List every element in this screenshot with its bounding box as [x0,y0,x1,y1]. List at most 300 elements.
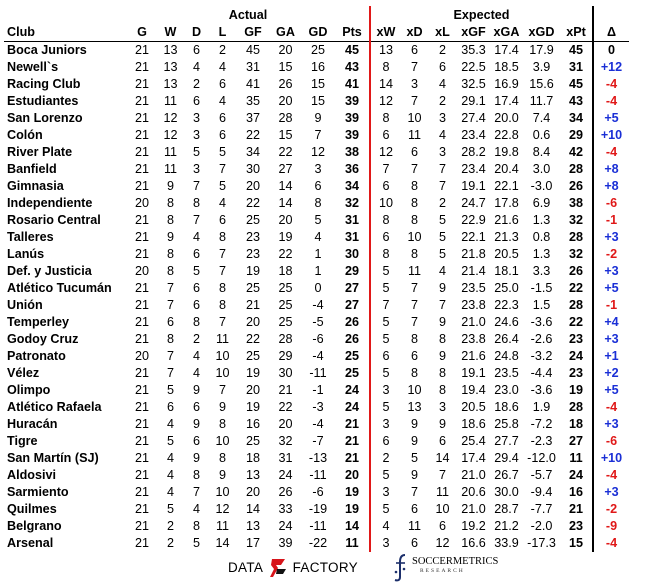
table-row [4,93,629,110]
cell-xpt: 24 [560,348,593,365]
soccermetrics-mark-icon [392,553,410,583]
cell-d: 4 [192,60,200,74]
cell-d: 7 [192,213,200,227]
cell-club: Godoy Cruz [7,332,79,346]
cell-xgf: 19.1 [461,366,486,380]
cell-g: 21 [134,94,149,108]
cell-w: 4 [166,451,174,465]
cell-g: 21 [134,162,149,176]
cell-club: Olimpo [7,383,51,397]
cell-xpt: 28 [560,161,593,178]
cell-w: 8 [166,264,174,278]
cell-gd: 15 [310,77,325,91]
cell-xga: 20.4 [494,162,519,176]
cell-g: 21 [134,128,149,142]
cell-xl: 12 [435,536,450,550]
cell-xgd: 3.9 [532,60,551,74]
cell-xw: 3 [382,383,390,397]
cell-xgd: 17.9 [529,43,554,57]
cell-l: 7 [218,383,226,397]
cell-xpt: 22 [560,314,593,331]
standings-table [4,6,629,552]
cell-xga: 22.8 [494,128,519,142]
cell-xl: 3 [438,145,446,159]
cell-xd: 6 [410,502,418,516]
cell-xpt: 15 [560,535,593,552]
cell-ga: 25 [278,298,293,312]
cell-xd: 11 [407,519,422,533]
cell-xl: 6 [438,60,446,74]
cell-gf: 25 [245,349,260,363]
cell-delta: -2 [605,502,618,516]
cell-xd: 7 [410,298,418,312]
cell-g: 21 [134,400,149,414]
cell-ga: 29 [278,349,293,363]
cell-ga: 20 [278,43,293,57]
cell-delta: -1 [605,298,618,312]
cell-l: 10 [215,485,230,499]
cell-xgf: 19.4 [461,383,486,397]
cell-w: 5 [166,502,174,516]
cell-d: 4 [192,366,200,380]
cell-xgf: 21.8 [461,247,486,261]
cell-d: 9 [192,451,200,465]
col-xl: xL [428,24,457,42]
cell-xl: 2 [438,94,446,108]
cell-xga: 17.4 [494,43,519,57]
cell-xw: 3 [382,485,390,499]
cell-xgd: 15.6 [529,77,554,91]
table-row [4,178,629,195]
cell-gf: 25 [245,213,260,227]
cell-ga: 14 [278,196,293,210]
cell-xl: 6 [438,519,446,533]
table-row [4,212,629,229]
cell-delta: -9 [605,519,618,533]
cell-xd: 6 [410,536,418,550]
cell-xd: 9 [410,417,418,431]
cell-g: 21 [134,383,149,397]
cell-xpt: 43 [560,93,593,110]
cell-w: 12 [163,111,178,125]
cell-xga: 24.6 [494,315,519,329]
cell-g: 21 [134,485,149,499]
cell-d: 3 [192,111,200,125]
cell-g: 21 [134,60,149,74]
cell-pts: 30 [335,246,370,263]
cell-g: 21 [134,536,149,550]
cell-g: 21 [134,366,149,380]
cell-ga: 20 [278,213,293,227]
cell-ga: 39 [278,536,293,550]
group-header-row [4,6,629,24]
cell-l: 2 [218,43,226,57]
cell-xd: 6 [410,145,418,159]
cell-gf: 25 [245,434,260,448]
cell-g: 21 [134,451,149,465]
cell-xga: 26.4 [494,332,519,346]
cell-xpt: 11 [560,450,593,467]
cell-xgd: 1.3 [532,213,551,227]
cell-club: San Martín (SJ) [7,451,99,465]
cell-xga: 21.6 [494,213,519,227]
cell-xgf: 21.0 [461,502,486,516]
cell-xd: 13 [407,400,422,414]
cell-xgd: 1.3 [532,247,551,261]
cell-gd: 0 [314,281,322,295]
cell-xw: 14 [378,77,393,91]
table-row [4,161,629,178]
datafactory-logo-right: FACTORY [292,560,358,575]
cell-xpt: 29 [560,127,593,144]
cell-pts: 25 [335,348,370,365]
cell-xl: 9 [438,281,446,295]
col-ga: GA [270,24,301,42]
cell-l: 14 [215,536,230,550]
cell-gd: -13 [308,451,328,465]
cell-l: 8 [218,298,226,312]
cell-gd: -6 [312,332,324,346]
col-xgd: xGD [523,24,560,42]
cell-gd: -19 [308,502,328,516]
cell-club: Quilmes [7,502,57,516]
cell-xw: 6 [382,179,390,193]
cell-gf: 19 [245,366,260,380]
cell-g: 21 [134,281,149,295]
cell-gf: 18 [245,451,260,465]
cell-xl: 4 [438,264,446,278]
cell-gf: 19 [245,264,260,278]
col-xw: xW [370,24,401,42]
cell-pts: 19 [335,501,370,518]
col-pts: Pts [335,24,370,42]
cell-d: 5 [192,264,200,278]
cell-xd: 8 [410,332,418,346]
cell-gd: 6 [314,179,322,193]
footer-logos [0,553,664,587]
col-gd: GD [301,24,335,42]
cell-xgf: 23.4 [461,128,486,142]
cell-gd: 12 [310,145,325,159]
cell-club: Atlético Tucumán [7,281,112,295]
cell-pts: 31 [335,212,370,229]
cell-g: 21 [134,230,149,244]
cell-w: 11 [163,145,178,159]
cell-xga: 18.6 [494,400,519,414]
cell-d: 6 [192,400,200,414]
cell-d: 3 [192,162,200,176]
cell-club: Gimnasia [7,179,64,193]
cell-club: Boca Juniors [7,43,87,57]
table-row [4,280,629,297]
cell-xgd: -3.2 [530,349,553,363]
table-row [4,416,629,433]
cell-xgd: -3.0 [530,179,553,193]
cell-xgd: 1.5 [532,298,551,312]
cell-gd: -6 [312,485,324,499]
cell-g: 21 [134,213,149,227]
cell-ga: 22 [278,247,293,261]
cell-xgf: 29.1 [461,94,486,108]
cell-xga: 21.2 [494,519,519,533]
soccermetrics-name: SOCCERMETRICS [412,556,499,567]
cell-xgd: 6.9 [532,196,551,210]
cell-gf: 30 [245,162,260,176]
cell-xl: 7 [438,179,446,193]
cell-delta: -4 [605,77,618,91]
cell-xd: 11 [407,128,422,142]
cell-xw: 6 [382,434,390,448]
cell-g: 21 [134,179,149,193]
cell-pts: 39 [335,110,370,127]
cell-xw: 5 [382,366,390,380]
cell-xgf: 22.1 [461,230,486,244]
cell-w: 13 [163,60,178,74]
cell-xga: 17.8 [494,196,519,210]
table-row [4,195,629,212]
cell-delta: -4 [605,536,618,550]
cell-xga: 18.5 [494,60,519,74]
cell-gf: 20 [245,315,260,329]
cell-pts: 41 [335,76,370,93]
cell-xpt: 23 [560,518,593,535]
cell-xgf: 32.5 [461,77,486,91]
cell-l: 12 [215,502,230,516]
cell-gf: 31 [245,60,260,74]
cell-xga: 29.4 [494,451,519,465]
cell-xgf: 22.5 [461,60,486,74]
cell-d: 8 [192,519,200,533]
cell-xl: 5 [438,247,446,261]
table-row [4,246,629,263]
col-g: G [127,24,157,42]
cell-pts: 20 [335,467,370,484]
cell-delta: -1 [605,213,618,227]
cell-xpt: 45 [560,42,593,60]
cell-xpt: 32 [560,246,593,263]
cell-xd: 5 [410,451,418,465]
cell-d: 6 [192,298,200,312]
cell-club: Estudiantes [7,94,79,108]
cell-xpt: 28 [560,229,593,246]
cell-xd: 7 [410,485,418,499]
cell-delta: +3 [604,264,619,278]
cell-l: 8 [218,281,226,295]
cell-ga: 28 [278,332,293,346]
cell-gf: 22 [245,128,260,142]
cell-d: 6 [192,281,200,295]
cell-w: 2 [166,519,174,533]
cell-d: 4 [192,230,200,244]
cell-club: Patronato [7,349,66,363]
cell-xw: 12 [378,94,393,108]
table-row [4,365,629,382]
cell-g: 21 [134,111,149,125]
col-l: L [209,24,236,42]
cell-xd: 10 [407,230,422,244]
cell-w: 5 [166,383,174,397]
table-row [4,518,629,535]
col-xpt: xPt [560,24,593,42]
cell-xgd: 11.7 [529,94,554,108]
cell-pts: 25 [335,365,370,382]
cell-d: 4 [192,349,200,363]
cell-d: 2 [192,77,200,91]
cell-pts: 21 [335,416,370,433]
table-row [4,297,629,314]
cell-ga: 15 [278,128,293,142]
cell-gd: -11 [309,519,327,533]
col-delta: Δ [593,24,629,42]
cell-gf: 13 [245,468,260,482]
cell-xpt: 23 [560,331,593,348]
cell-club: Atlético Rafaela [7,400,102,414]
cell-xl: 5 [438,230,446,244]
cell-xl: 3 [438,400,446,414]
cell-gd: -3 [312,400,324,414]
cell-delta: -6 [605,196,618,210]
cell-g: 20 [134,349,149,363]
cell-club: Lanús [7,247,45,261]
cell-w: 11 [163,162,178,176]
cell-xgf: 35.3 [461,43,486,57]
cell-xgd: 8.4 [532,145,551,159]
cell-xpt: 28 [560,297,593,314]
cell-xga: 18.1 [494,264,519,278]
cell-xd: 8 [410,247,418,261]
cell-w: 7 [166,349,174,363]
cell-xl: 14 [435,451,450,465]
cell-club: Sarmiento [7,485,69,499]
cell-gd: 8 [314,196,322,210]
cell-xd: 7 [410,162,418,176]
cell-delta: -6 [605,434,618,448]
cell-xl: 7 [438,468,446,482]
table-row [4,484,629,501]
cell-xl: 8 [438,383,446,397]
cell-xd: 6 [410,349,418,363]
cell-gf: 22 [245,332,260,346]
soccermetrics-sub: RESEARCH [420,568,465,574]
cell-pts: 31 [335,229,370,246]
table-row [4,314,629,331]
cell-club: Independiente [7,196,93,210]
cell-delta: -4 [605,94,618,108]
cell-w: 6 [166,315,174,329]
cell-l: 7 [218,264,226,278]
cell-d: 8 [192,468,200,482]
cell-xw: 8 [382,213,390,227]
cell-xl: 2 [438,196,446,210]
cell-gd: 4 [314,230,322,244]
cell-delta: +3 [604,417,619,431]
cell-delta: +3 [604,485,619,499]
cell-xl: 6 [438,434,446,448]
cell-xl: 4 [438,77,446,91]
cell-xw: 3 [382,417,390,431]
cell-gf: 37 [245,111,260,125]
cell-ga: 22 [278,145,293,159]
cell-d: 8 [192,196,200,210]
cell-delta: +5 [604,111,619,125]
cell-club: Unión [7,298,43,312]
cell-xd: 9 [410,468,418,482]
cell-xd: 9 [410,434,418,448]
cell-xpt: 24 [560,467,593,484]
cell-ga: 26 [278,485,293,499]
cell-club: Banfield [7,162,57,176]
cell-l: 4 [218,196,226,210]
cell-xpt: 18 [560,416,593,433]
cell-xgd: -17.3 [527,536,556,550]
cell-xw: 8 [382,111,390,125]
cell-gf: 35 [245,94,260,108]
cell-xl: 9 [438,315,446,329]
cell-xgf: 16.6 [461,536,486,550]
cell-xpt: 26 [560,263,593,280]
cell-xgf: 19.2 [461,519,486,533]
table-row [4,42,629,60]
cell-gf: 20 [245,485,260,499]
cell-xl: 11 [435,485,450,499]
cell-xw: 3 [382,536,390,550]
cell-d: 2 [192,332,200,346]
cell-delta: +1 [604,349,619,363]
table-row [4,76,629,93]
cell-xgd: -2.3 [530,434,553,448]
cell-g: 21 [134,519,149,533]
cell-w: 7 [166,298,174,312]
cell-xw: 12 [378,145,393,159]
cell-xgf: 17.4 [461,451,486,465]
cell-xgd: -1.5 [530,281,553,295]
cell-delta: +2 [604,366,619,380]
cell-xd: 8 [410,196,418,210]
cell-gf: 20 [245,383,260,397]
cell-gd: -1 [312,383,324,397]
cell-d: 6 [192,247,200,261]
cell-gd: -5 [312,315,324,329]
table-row [4,331,629,348]
cell-w: 12 [163,128,178,142]
cell-xgf: 23.8 [461,298,486,312]
cell-gf: 19 [245,400,260,414]
cell-xga: 23.5 [494,366,519,380]
cell-ga: 15 [278,60,293,74]
cell-xpt: 45 [560,76,593,93]
cell-xgf: 18.6 [461,417,486,431]
cell-w: 8 [166,332,174,346]
cell-w: 8 [166,247,174,261]
cell-l: 10 [215,349,230,363]
cell-xgf: 21.0 [461,315,486,329]
cell-xgd: -12.0 [527,451,556,465]
cell-l: 8 [218,230,226,244]
cell-xga: 23.0 [494,383,519,397]
cell-xw: 8 [382,60,390,74]
cell-xpt: 34 [560,110,593,127]
cell-ga: 22 [278,400,293,414]
cell-ga: 14 [278,179,293,193]
cell-w: 13 [163,77,178,91]
standings-table-wrapper [4,6,629,552]
cell-xw: 7 [382,162,390,176]
cell-xd: 7 [410,94,418,108]
cell-xd: 7 [410,281,418,295]
cell-w: 7 [166,366,174,380]
cell-ga: 31 [278,451,293,465]
cell-club: Vélez [7,366,40,380]
